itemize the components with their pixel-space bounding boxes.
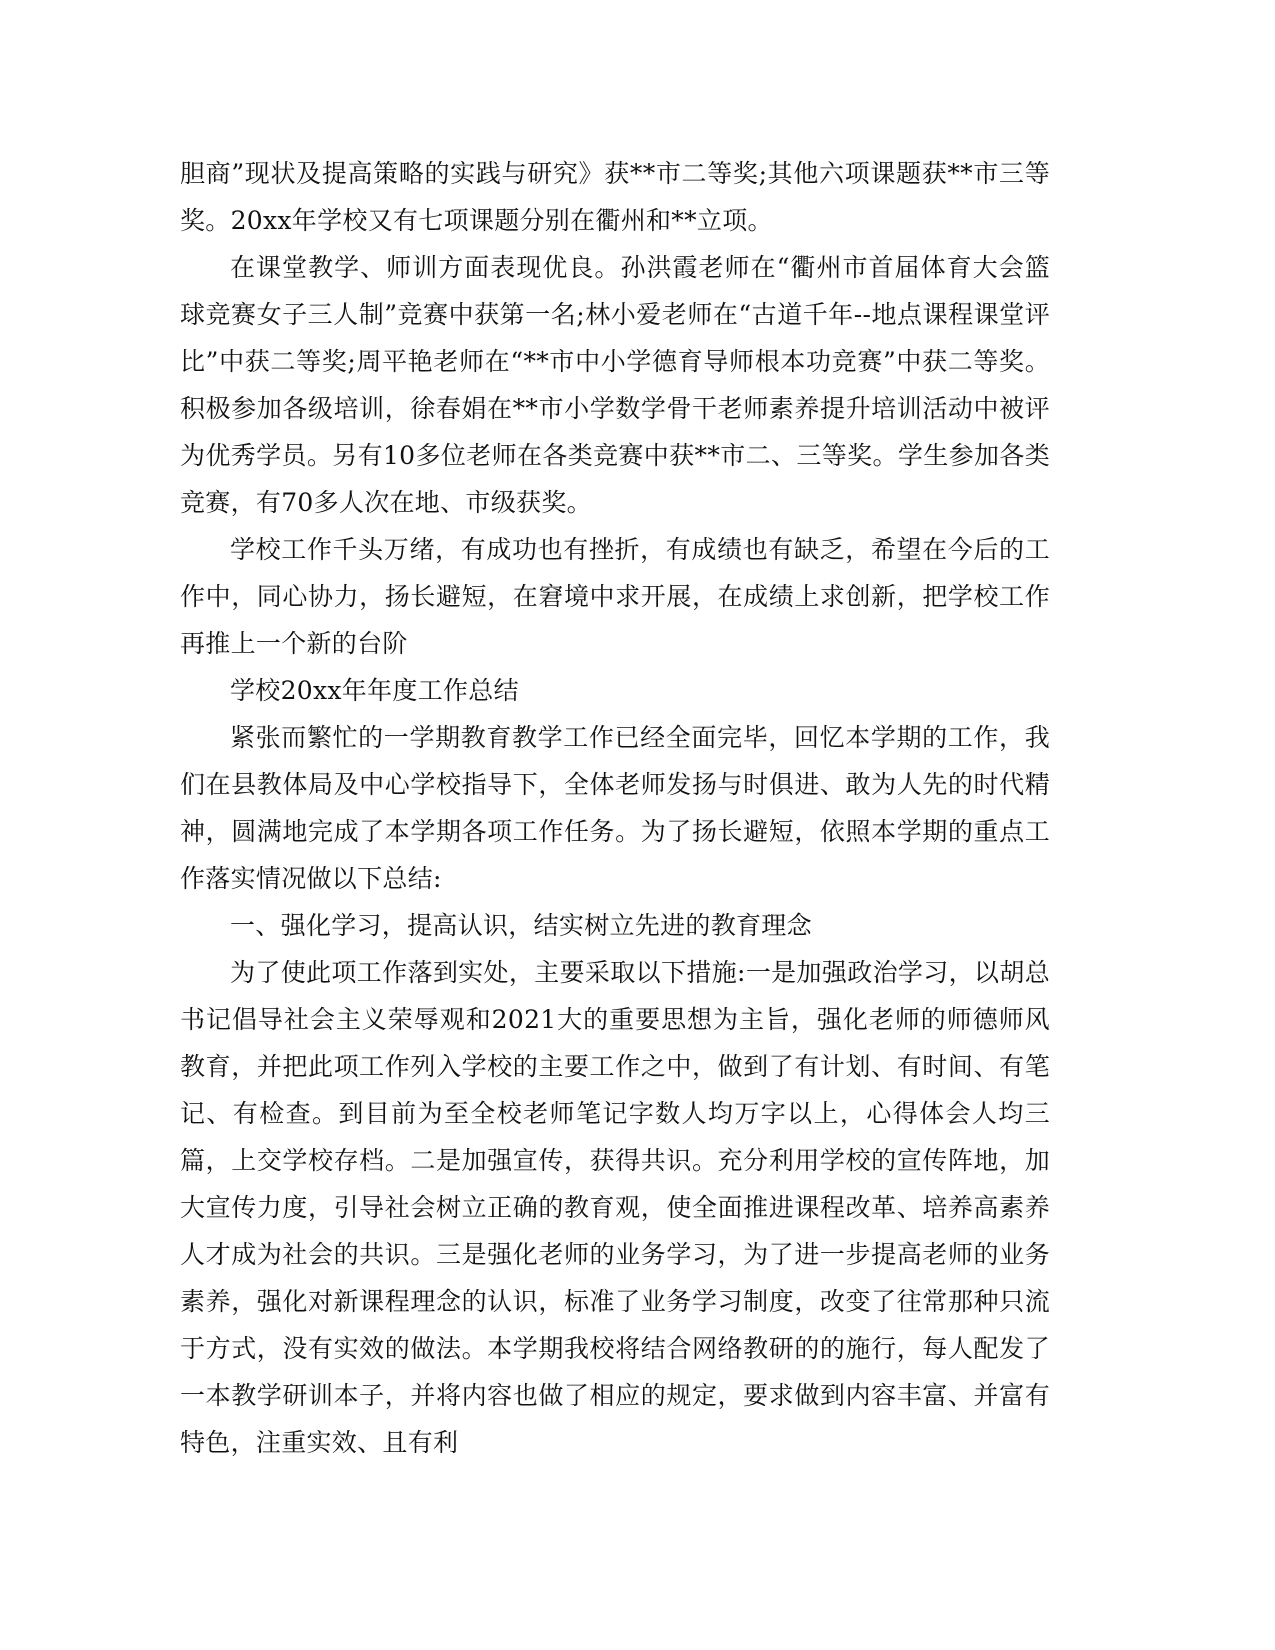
section-heading-one: 一、强化学习，提高认识，结实树立先进的教育理念 — [230, 911, 812, 940]
paragraph-teaching-awards: 在课堂教学、师训方面表现优良。孙洪霞老师在“衢州市首届体育大会篮球竞赛女子三人制”竞赛中获第一名;林小爱老师在“古道千年--地点课程课堂评比”中获二等奖;周平艳老师在“**市中小学德育导师根本功竞赛”中获二等奖。积极参加各级培训，徐春娟在**市小学数学骨干老师素养提升培训活动中被评为优秀学员。另有10多位老师在各类竞赛中获**市二、三等奖。学生参加各类竞赛，有70多人次在地、市级获奖。 — [180, 253, 1050, 517]
paragraph-conclusion: 学校工作千头万绪，有成功也有挫折，有成绩也有缺乏，希望在今后的工作中，同心协力，扬长避短，在窘境中求开展，在成绩上求创新，把学校工作再推上一个新的台阶 — [180, 535, 1050, 658]
document-body — [180, 150, 1050, 1466]
section-title: 学校20xx年年度工作总结 — [230, 676, 519, 705]
paragraph-measures: 为了使此项工作落到实处，主要采取以下措施:一是加强政治学习，以胡总书记倡导社会主义荣辱观和2021大的重要思想为主旨，强化老师的师德师风教育，并把此项工作列入学校的主要工作之中，做到了有计划、有时间、有笔记、有检查。到目前为至全校老师笔记字数人均万字以上，心得体会人均三篇，上交学校存档。二是加强宣传，获得共识。充分利用学校的宣传阵地，加大宣传力度，引导社会树立正确的教育观，使全面推进课程改革、培养高素养人才成为社会的共识。三是强化老师的业务学习，为了进一步提高老师的业务素养，强化对新课程理念的认识，标准了业务学习制度，改变了往常那种只流于方式，没有实效的做法。本学期我校将结合网络教研的的施行，每人配发了一本教学研训本子，并将内容也做了相应的规定，要求做到内容丰富、并富有特色，注重实效、且有利 — [180, 958, 1050, 1457]
paragraph-awards-research: 胆商”现状及提高策略的实践与研究》获**市二等奖;其他六项课题获**市三等奖。20xx年学校又有七项课题分别在衢州和**立项。 — [180, 159, 1050, 235]
paragraph-intro: 紧张而繁忙的一学期教育教学工作已经全面完毕，回忆本学期的工作，我们在县教体局及中心学校指导下，全体老师发扬与时俱进、敢为人先的时代精神，圆满地完成了本学期各项工作任务。为了扬长避短，依照本学期的重点工作落实情况做以下总结: — [180, 723, 1050, 893]
